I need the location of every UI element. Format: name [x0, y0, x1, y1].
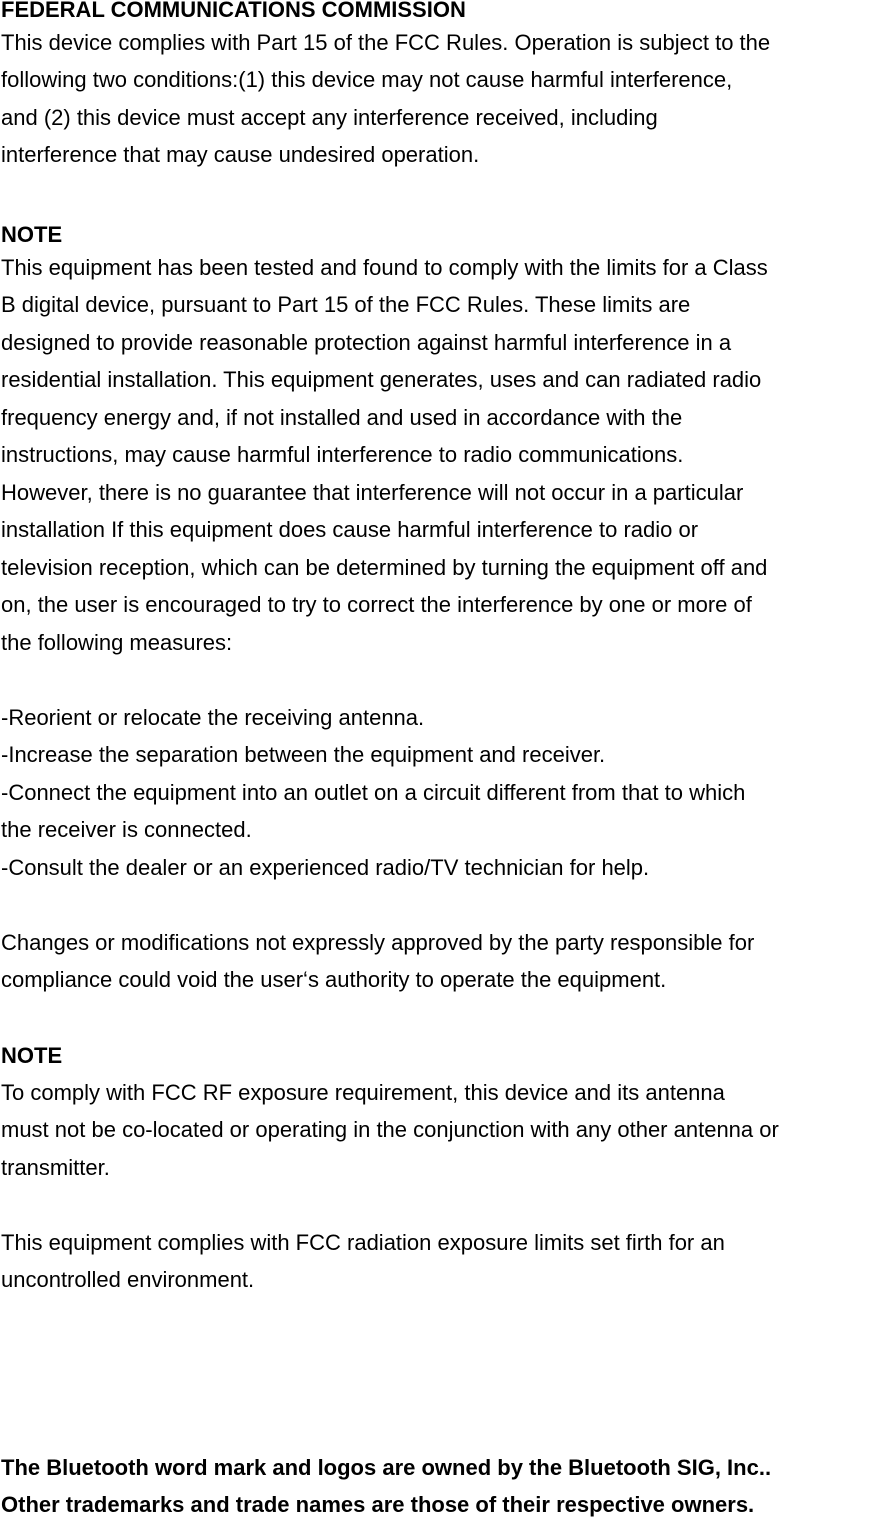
- note-paragraph-line: To comply with FCC RF exposure requirement, this device and its antenna: [1, 1080, 725, 1105]
- note-paragraph-line: frequency energy and, if not installed and used in accordance with the: [1, 405, 683, 430]
- fcc-paragraph-line: interference that may cause undesired operation.: [1, 142, 480, 167]
- note-paragraph-line: This equipment has been tested and found to comply with the limits for a Class: [1, 255, 768, 280]
- exposure-paragraph-line: uncontrolled environment.: [1, 1267, 255, 1292]
- trademark-notice-line: The Bluetooth word mark and logos are owned by the Bluetooth SIG, Inc..: [1, 1455, 772, 1480]
- fcc-paragraph-line: and (2) this device must accept any interference received, including: [1, 105, 658, 130]
- measure-item-continuation: the receiver is connected.: [1, 817, 252, 842]
- note-paragraph-line: B digital device, pursuant to Part 15 of the FCC Rules. These limits are: [1, 292, 691, 317]
- note-paragraph-line: designed to provide reasonable protection against harmful interference in a: [1, 330, 732, 355]
- note-paragraph-line: instructions, may cause harmful interference to radio communications.: [1, 442, 684, 467]
- measure-item: -Increase the separation between the equipment and receiver.: [1, 742, 606, 767]
- note-paragraph-line: television reception, which can be determined by turning the equipment off and: [1, 555, 768, 580]
- note-paragraph-line: However, there is no guarantee that interference will not occur in a particular: [1, 480, 744, 505]
- note-paragraph-line: residential installation. This equipment generates, uses and can radiated radio: [1, 367, 762, 392]
- note-paragraph-line: installation If this equipment does cause harmful interference to radio or: [1, 517, 699, 542]
- measure-item: -Consult the dealer or an experienced radio/TV technician for help.: [1, 855, 650, 880]
- fcc-paragraph-line: This device complies with Part 15 of the FCC Rules. Operation is subject to the: [1, 30, 771, 55]
- note-heading: NOTE: [1, 1043, 63, 1068]
- note-paragraph-line: on, the user is encouraged to try to correct the interference by one or more of: [1, 592, 752, 617]
- measure-item: -Reorient or relocate the receiving antenna.: [1, 705, 425, 730]
- note-heading: NOTE: [1, 222, 63, 247]
- note-paragraph-line: must not be co-located or operating in the conjunction with any other antenna or: [1, 1117, 779, 1142]
- changes-paragraph-line: compliance could void the user‘s authority to operate the equipment.: [1, 967, 667, 992]
- note-paragraph-line: the following measures:: [1, 630, 233, 655]
- note-paragraph-line: transmitter.: [1, 1155, 110, 1180]
- fcc-paragraph-line: following two conditions:(1) this device may not cause harmful interference,: [1, 67, 733, 92]
- trademark-notice-line: Other trademarks and trade names are those of their respective owners.: [1, 1492, 755, 1517]
- changes-paragraph-line: Changes or modifications not expressly approved by the party responsible for: [1, 930, 755, 955]
- fcc-heading: FEDERAL COMMUNICATIONS COMMISSION: [1, 0, 466, 22]
- measure-item: -Connect the equipment into an outlet on a circuit different from that to which: [1, 780, 746, 805]
- exposure-paragraph-line: This equipment complies with FCC radiation exposure limits set firth for an: [1, 1230, 725, 1255]
